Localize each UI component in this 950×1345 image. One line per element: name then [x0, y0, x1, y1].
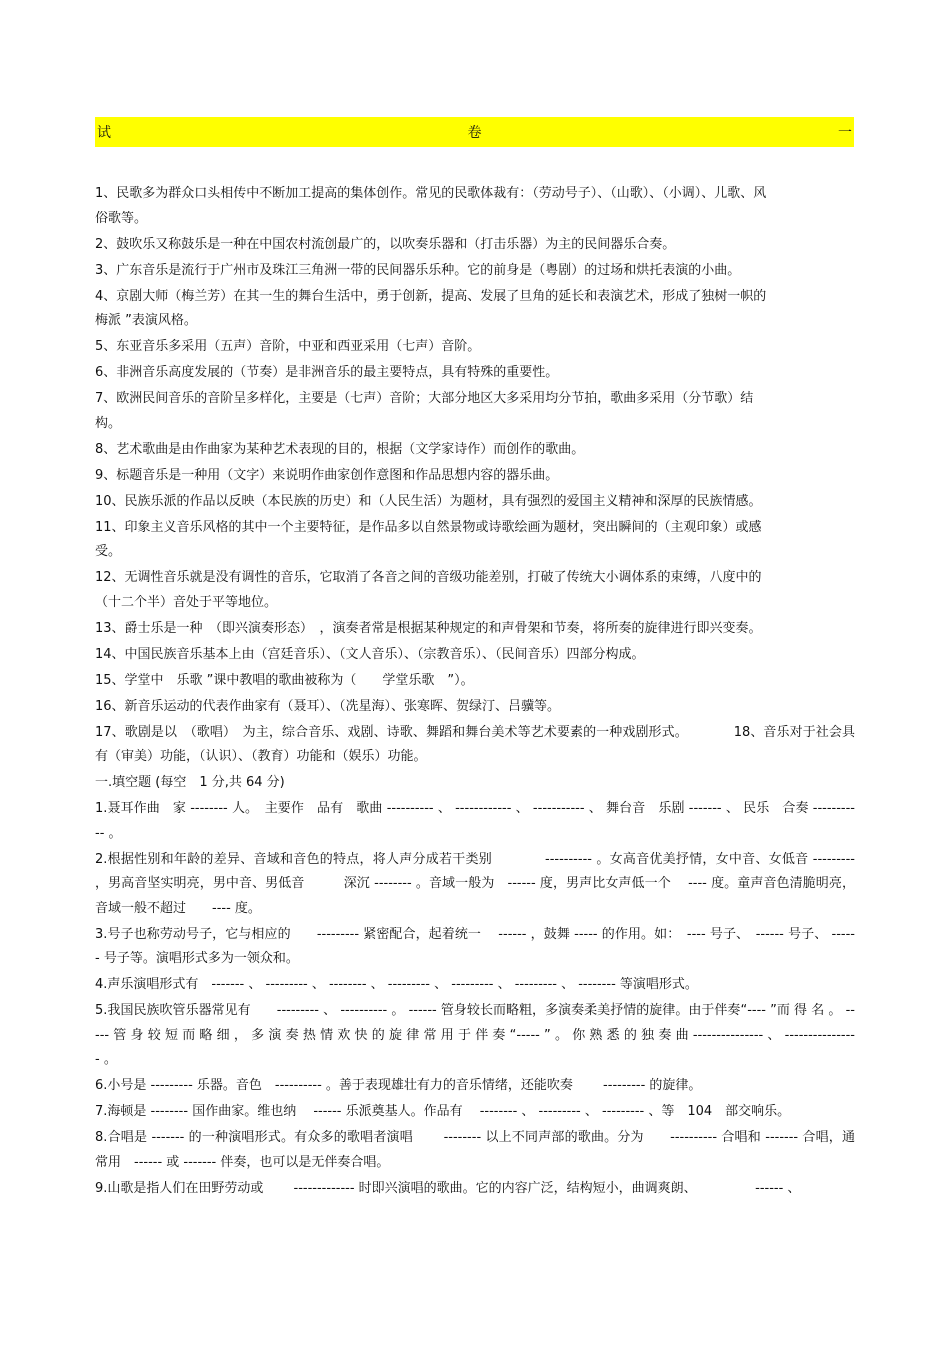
question: 5.我国民族吹管乐器常见有 --------- 、 ---------- 。 ------ 管身较长而略粗，多演奏柔美抒情的旋律。由于伴奏“---- ”而 得 名 。 ----- 管 身 较 短 而 略 细 ， 多 演 奏 热 情 欢 快 的 旋 律 常 用 于 伴 奏 “----- ” 。 你 熟 悉 的 独 奏 曲 --------------- 、 ---------------- 。 — [95, 1003, 855, 1067]
paragraph: 13、爵士乐是一种 （即兴演奏形态） ，演奏者常是根据某种规定的和声骨架和节奏，将所奏的旋律进行即兴变奏。 — [95, 620, 762, 636]
exam-title-bar — [95, 117, 854, 147]
paragraph: 2、鼓吹乐又称鼓乐是一种在中国农村流创最广的，以吹奏乐器和（打击乐器）为主的民间器乐合奏。 — [95, 236, 676, 252]
question: 4.声乐演唱形式有 ------- 、 --------- 、 -------- 、 --------- 、 --------- 、 --------- 、 -------- 等演唱形式。 — [95, 977, 698, 992]
question: 6.小号是 --------- 乐器。音色 ---------- 。善于表现雄壮有力的音乐情绪，还能吹奏 --------- 的旋律。 — [95, 1078, 702, 1093]
title-char-right: 一 — [838, 125, 852, 141]
paragraph: 10、民族乐派的作品以反映（本民族的历史）和（人民生活）为题材，具有强烈的爱国主义精神和深厚的民族情感。 — [95, 493, 762, 509]
section-heading: 一.填空题 (每空 1 分,共 64 分) — [95, 775, 285, 790]
paragraph: 9、标题音乐是一种用（文字）来说明作曲家创作意图和作品思想内容的器乐曲。 — [95, 467, 559, 483]
question: 9.山歌是指人们在田野劳动或 ------------- 时即兴演唱的歌曲。它的内容广泛，结构短小，曲调爽朗、 ------ 、 — [95, 1180, 801, 1196]
paragraph: 17、歌剧是以 （歌唱） 为主，综合音乐、戏剧、诗歌、舞蹈和舞台美术等艺术要素的一种戏剧形式。 18、音乐对于社会具有（审美）功能，（认识）、（教育）功能和（娱乐）功能。 — [95, 724, 855, 764]
paragraph: 6、非洲音乐高度发展的（节奏）是非洲音乐的最主要特点，具有特殊的重要性。 — [95, 365, 559, 380]
title-char-center: 卷 — [467, 125, 482, 141]
paragraph: 5、东亚音乐多采用（五声）音阶，中亚和西亚采用（七声）音阶。 — [95, 339, 481, 354]
paragraph: 7、欧洲民间音乐的音阶呈多样化，主要是（七声）音阶；大部分地区大多采用均分节拍，歌曲多采用（分节歌）结构。 — [95, 391, 754, 431]
question: 3.号子也称劳动号子，它与相应的 --------- 紧密配合，起着统一 ------ ，鼓舞 ----- 的作用。如： ---- 号子、 ------ 号子、 ------ 号子等。演唱形式多为一领众和。 — [95, 926, 855, 966]
question: 1.聂耳作曲 家 -------- 人。 主要作 品有 歌曲 ---------- 、 ------------ 、 ----------- 、 舞台音 乐剧 ------- 、 民乐 合奏 ----------- 。 — [95, 801, 855, 841]
title-char-left: 试 — [97, 125, 111, 141]
paragraph: 3、广东音乐是流行于广州市及珠江三角洲一带的民间器乐乐种。它的前身是（粤剧）的过场和烘托表演的小曲。 — [95, 262, 741, 278]
paragraph: 8、艺术歌曲是由作曲家为某种艺术表现的目的，根据（文学家诗作）而创作的歌曲。 — [95, 441, 585, 457]
paragraph: 12、无调性音乐就是没有调性的音乐，它取消了各音之间的音级功能差别，打破了传统大小调体系的束缚，八度中的（十二个半）音处于平等地位。 — [95, 570, 762, 610]
paragraph: 1、民歌多为群众口头相传中不断加工提高的集体创作。常见的民歌体裁有：（劳动号子）、（山歌）、（小调）、儿歌、风俗歌等。 — [95, 186, 767, 226]
question: 2.根据性别和年龄的差异、音域和音色的特点，将人声分成若干类别 ---------- 。女高音优美抒情，女中音、女低音 --------- ，男高音坚实明亮，男中音、男低音 深沉 -------- 。音域一般为 ------ 度，男声比女声低一个 ---- 度。童声音色清脆明亮，音域一般不超过 ---- 度。 — [95, 851, 860, 916]
paragraph: 11、印象主义音乐风格的其中一个主要特征，是作品多以自然景物或诗歌绘画为题材，突出瞬间的（主观印象）或感受。 — [95, 519, 762, 559]
paragraph: 14、中国民族音乐基本上由（宫廷音乐）、（文人音乐）、（宗教音乐）、（民间音乐）四部分构成。 — [95, 646, 645, 662]
paragraph: 16、新音乐运动的代表作曲家有（聂耳）、（冼星海）、张寒晖、贺绿汀、吕骥等。 — [95, 698, 561, 714]
paragraph: 4、京剧大师（梅兰芳）在其一生的舞台生活中，勇于创新，提高、发展了旦角的延长和表演艺术，形成了独树一帜的 梅派 ”表演风格。 — [95, 288, 780, 328]
paragraph: 15、学堂中 乐歌 ”课中教唱的歌曲被称为（ 学堂乐歌 ”）。 — [95, 672, 474, 688]
question: 7.海顿是 -------- 国作曲家。维也纳 ------ 乐派奠基人。作品有 -------- 、 --------- 、 --------- 、等 104 部交响乐。 — [95, 1104, 791, 1119]
question: 8.合唱是 ------- 的一种演唱形式。有众多的歌唱者演唱 -------- 以上不同声部的歌曲。分为 ---------- 合唱和 ------- 合唱，通常用 ------ 或 ------- 伴奏，也可以是无伴奏合唱。 — [95, 1130, 855, 1170]
document-body — [95, 182, 860, 1203]
